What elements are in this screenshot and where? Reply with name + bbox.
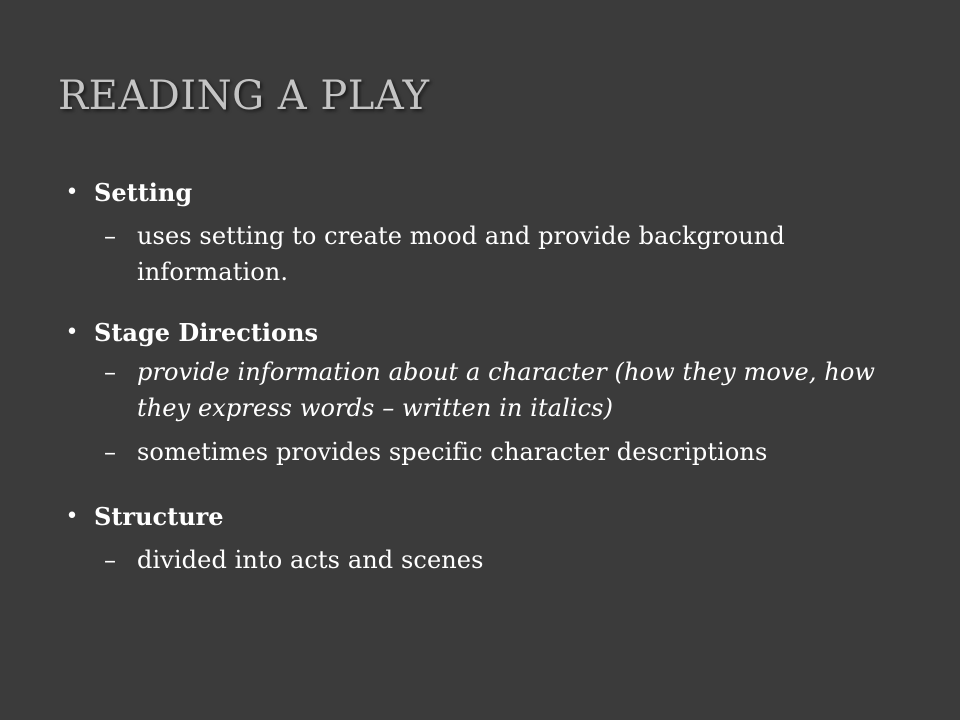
sub-list [60, 542, 920, 578]
bullet-heading: Setting [94, 178, 193, 207]
sub-item [60, 354, 920, 426]
bullet-item [60, 496, 920, 538]
sub-item-text: sometimes provides specific character descriptions [137, 438, 768, 466]
bullet-icon: • [65, 180, 79, 205]
sub-list [60, 218, 920, 290]
dash-icon: – [104, 546, 117, 574]
dash-icon: – [104, 222, 117, 250]
bullet-icon: • [65, 320, 79, 345]
sub-item [60, 218, 920, 290]
sub-item-text: provide information about a character (how they move, how they express words – written in italics) [137, 358, 876, 422]
slide-title: READING A PLAY [58, 73, 430, 119]
dash-icon: – [104, 358, 117, 386]
bullet-heading: Stage Directions [94, 318, 319, 347]
sub-item [60, 434, 920, 470]
bullet-section-structure [60, 496, 920, 578]
bullet-item [60, 312, 920, 354]
sub-list [60, 354, 920, 470]
sub-item-text: uses setting to create mood and provide background information. [137, 222, 785, 286]
bullet-section-stage-directions [60, 312, 920, 470]
bullet-section-setting [60, 172, 920, 290]
bullet-item [60, 172, 920, 214]
dash-icon: – [104, 438, 117, 466]
bullet-heading: Structure [94, 502, 224, 531]
bullet-list [60, 172, 920, 578]
sub-item-text: divided into acts and scenes [137, 546, 484, 574]
bullet-icon: • [65, 504, 79, 529]
sub-item [60, 542, 920, 578]
